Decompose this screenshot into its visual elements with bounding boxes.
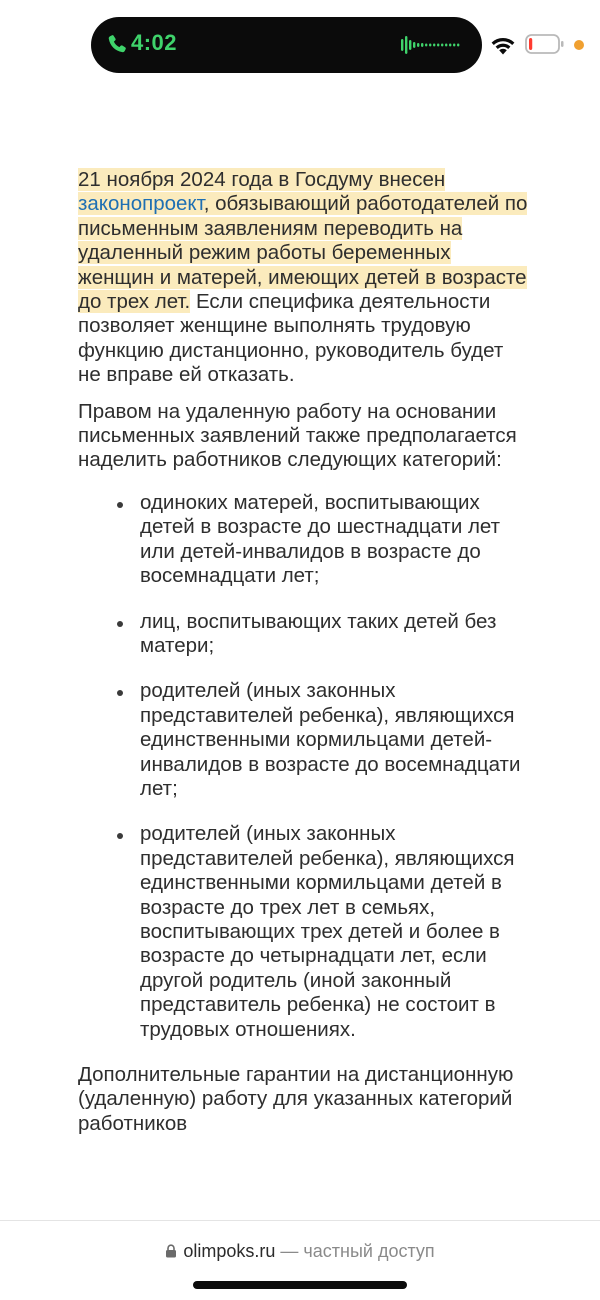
bill-link[interactable]: законопроект (78, 192, 204, 216)
status-bar (0, 0, 600, 90)
categories-list (78, 491, 528, 1042)
address-bar[interactable] (0, 1241, 600, 1262)
dynamic-island-call[interactable] (91, 17, 482, 73)
article-paragraph-intro: 21 ноября 2024 года в Госдуму внесен законопроект, обязывающий работодателей по письменным заявлениям переводить на удаленный режим работы беременных женщин и матерей, имеющих детей в возрасте до трех лет. Если специфика деятельности позволяет женщине выполнять трудовую функцию дистанционно, руководитель будет не вправе ей отказать. (78, 168, 528, 387)
list-item: родителей (иных законных представителей ребенка), являющихся единственными кормильцами детей-инвалидов в возрасте до восемнадцати лет; (140, 679, 528, 801)
list-item: лиц, воспитывающих таких детей без матери; (140, 610, 528, 659)
battery-low-icon (525, 33, 565, 55)
list-item: родителей (иных законных представителей ребенка), являющихся единственными кормильцами детей в возрасте до трех лет в семьях, воспитывающих трех детей и более в возрасте до четырнадцати лет, если другой родитель (иной законный представитель ребенка) не состоит в трудовых отношениях. (140, 822, 528, 1042)
article-paragraph-guarantees: Дополнительные гарантии на дистанционную (удаленную) работу для указанных категорий работников (78, 1063, 514, 1135)
browser-bottom-bar (0, 1220, 600, 1300)
list-item: одиноких матерей, воспитывающих детей в возрасте до шестнадцати лет или детей-инвалидов в возрасте до восемнадцати лет; (140, 491, 528, 589)
audio-waveform-icon (400, 33, 464, 57)
article-paragraph-categories: Правом на удаленную работу на основании письменных заявлений также предполагается наделить работников следующих категорий: (78, 399, 517, 472)
site-domain: olimpoks.ru (183, 1241, 276, 1261)
article-body (78, 168, 528, 1148)
lock-icon (165, 1244, 177, 1258)
home-indicator[interactable] (193, 1281, 407, 1289)
privacy-indicator-dot (574, 40, 584, 50)
wifi-icon (490, 35, 516, 55)
call-duration: 4:02 (131, 30, 178, 55)
highlighted-text: 21 ноября 2024 года в Госдуму внесен законопроект, обязывающий работодателей по письменным заявлениям переводить на удаленный режим работы беременных женщин и матерей, имеющих детей в возрасте до трех лет. (78, 168, 528, 314)
url-separator: — (275, 1241, 304, 1261)
private-mode-label: частный доступ (303, 1241, 435, 1261)
phone-call-icon (106, 33, 128, 55)
